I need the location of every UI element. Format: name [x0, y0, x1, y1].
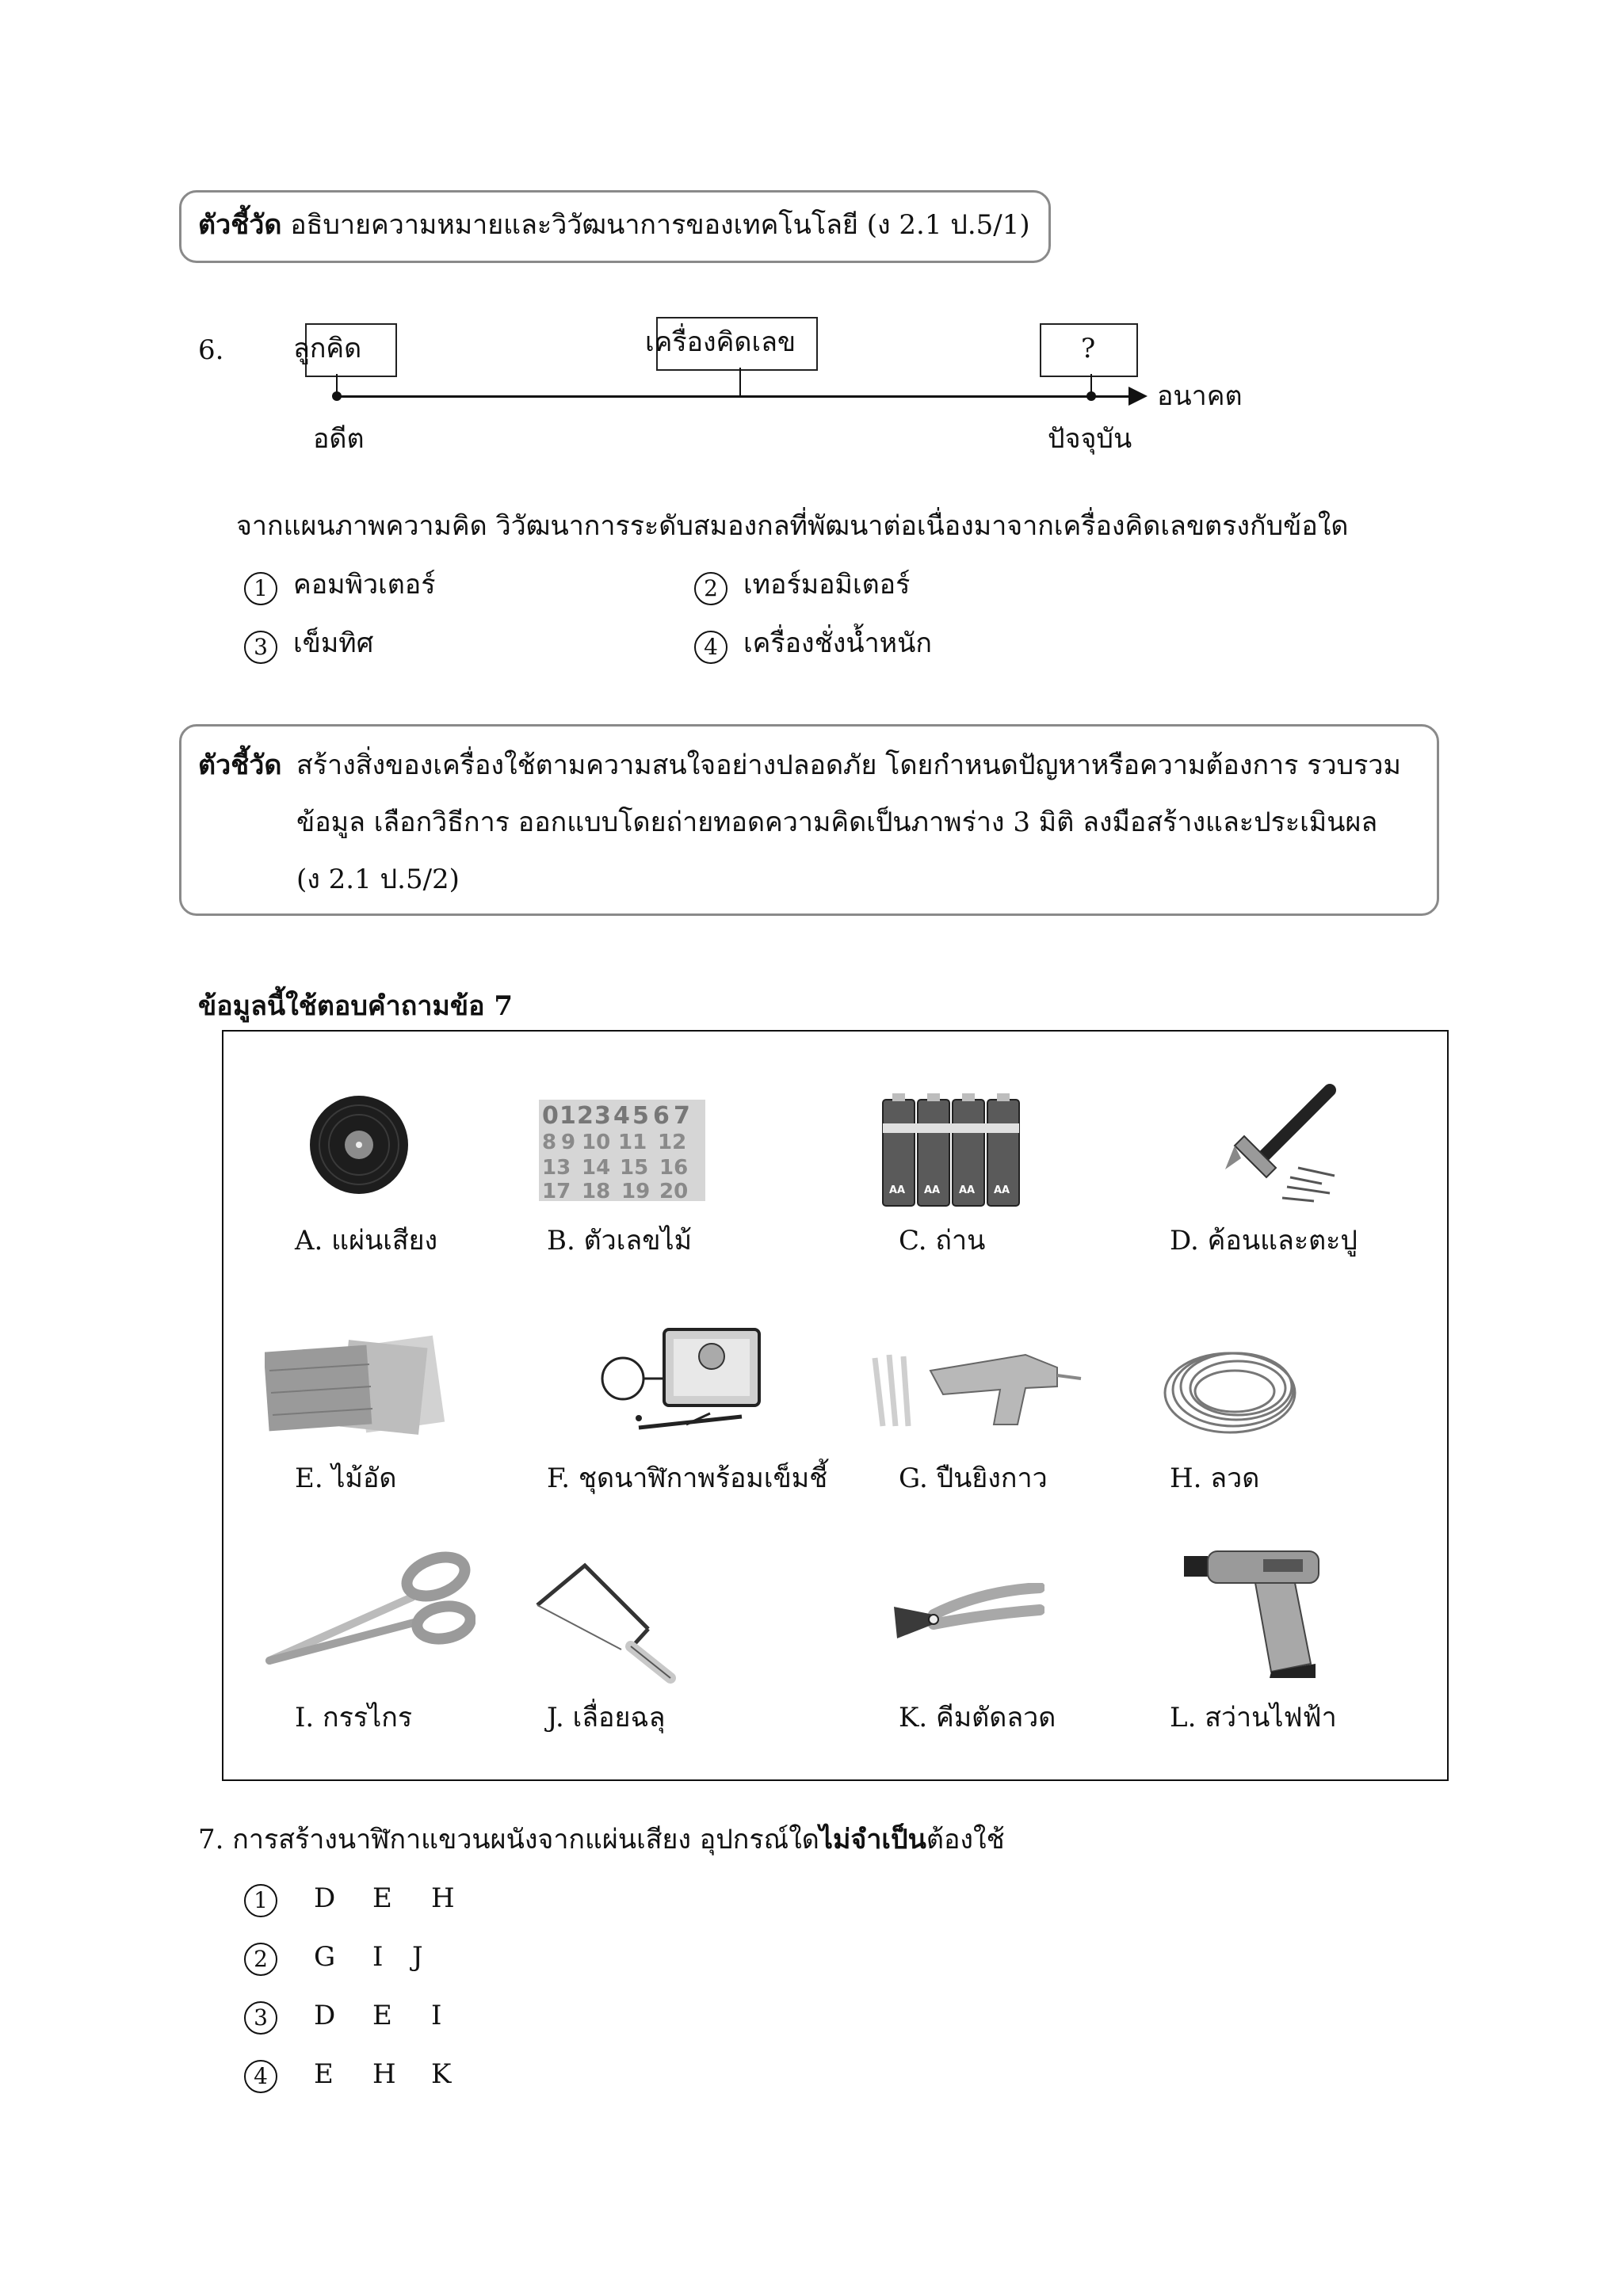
q7-choice-1-e[interactable]: E	[372, 1882, 392, 1914]
q7-choice-2-j[interactable]: J	[412, 1941, 423, 1973]
timeline-label-abacus: ลูกคิด	[293, 333, 362, 364]
q7-question-b: ต้องใช้	[926, 1824, 1005, 1855]
item-label-h: H. ลวด	[1170, 1463, 1260, 1494]
battery-label-4: AA	[994, 1184, 1010, 1196]
board-num-8: 8	[542, 1131, 557, 1154]
scissors-icon	[262, 1550, 475, 1669]
q6-choice-4-marker[interactable]: 4	[694, 631, 727, 664]
timeline-dot-past	[332, 391, 342, 401]
board-num-18: 18	[582, 1180, 611, 1201]
wire-coil-icon	[1159, 1341, 1309, 1440]
timeline-axis	[336, 395, 1128, 398]
battery-label-3: AA	[959, 1184, 976, 1196]
item-label-k: K. คีมตัดลวด	[899, 1702, 1056, 1733]
q7-choice-3-d[interactable]: D	[314, 2000, 336, 2031]
q7-number: 7.	[198, 1824, 224, 1855]
q7-choice-3-i[interactable]: I	[431, 2000, 442, 2031]
board-num-10: 10	[582, 1131, 611, 1154]
board-num-5: 5	[632, 1102, 649, 1130]
q7-choice-1-h[interactable]: H	[431, 1882, 455, 1914]
timeline-label-present: ปัจจุบัน	[1048, 423, 1132, 455]
indicator-2-line-1: สร้างสิ่งของเครื่องใช้ตามความสนใจอย่างปลอดภัย โดยกำหนดปัญหาหรือความต้องการ รวบรวม	[296, 749, 1401, 781]
clock-kit-icon	[591, 1317, 773, 1444]
timeline-dot-present	[1086, 391, 1096, 401]
item-label-f: F. ชุดนาฬิกาพร้อมเข็มชี้	[547, 1463, 828, 1494]
plywood-icon	[265, 1333, 447, 1436]
board-num-16: 16	[659, 1156, 689, 1180]
board-num-15: 15	[620, 1156, 649, 1180]
item-label-l: L. สว่านไฟฟ้า	[1170, 1702, 1337, 1733]
wire-cutter-icon	[886, 1583, 1044, 1670]
timeline-label-future: อนาคต	[1157, 380, 1243, 412]
indicator-1-label: ตัวชี้วัด	[198, 209, 282, 241]
item-label-c: C. ถ่าน	[899, 1225, 986, 1257]
board-num-0: 0	[542, 1102, 559, 1130]
q7-choice-4-h[interactable]: H	[372, 2058, 396, 2090]
board-num-12: 12	[658, 1131, 687, 1154]
q6-question: จากแผนภาพความคิด วิวัฒนาการระดับสมองกลที่พัฒนาต่อเนื่องมาจากเครื่องคิดเลขตรงกับข้อใด	[236, 510, 1349, 542]
q7-question	[198, 1822, 1005, 1857]
indicator-2-label: ตัวชี้วัด	[198, 749, 282, 781]
q6-choice-3-marker[interactable]: 3	[244, 631, 277, 664]
board-num-1: 1	[559, 1102, 576, 1130]
board-num-2: 2	[577, 1102, 594, 1130]
q7-choice-2-g[interactable]: G	[314, 1941, 336, 1973]
board-num-11: 11	[618, 1131, 647, 1154]
electric-drill-icon	[1176, 1545, 1342, 1680]
q7-choice-1-d[interactable]: D	[314, 1882, 336, 1914]
glue-gun-icon	[867, 1339, 1089, 1434]
q6-choice-1[interactable]: คอมพิวเตอร์	[293, 569, 436, 601]
board-num-7: 7	[674, 1102, 690, 1130]
indicator-2-line-2: ข้อมูล เลือกวิธีการ ออกแบบโดยถ่ายทอดความคิดเป็นภาพร่าง 3 มิติ ลงมือสร้างและประเมินผล	[296, 807, 1378, 838]
board-num-13: 13	[542, 1156, 571, 1180]
timeline-tick-calculator	[739, 368, 741, 396]
board-num-14: 14	[582, 1156, 611, 1180]
board-num-4: 4	[613, 1102, 630, 1130]
item-label-j: J. เลื่อยฉลุ	[547, 1702, 666, 1733]
q7-choice-2-marker[interactable]: 2	[244, 1943, 277, 1976]
board-num-9: 9	[561, 1131, 576, 1154]
board-num-19: 19	[621, 1180, 651, 1201]
q6-choice-1-marker[interactable]: 1	[244, 572, 277, 605]
item-label-g: G. ปืนยิงกาว	[899, 1463, 1048, 1494]
item-label-e: E. ไม้อัด	[295, 1463, 397, 1494]
q6-choice-2[interactable]: เทอร์มอมิเตอร์	[743, 569, 911, 601]
q6-choice-2-marker[interactable]: 2	[694, 572, 727, 605]
number-board-icon	[539, 1100, 705, 1201]
indicator-2-line-3: (ง 2.1 ป.5/2)	[296, 864, 460, 895]
coping-saw-icon	[529, 1558, 680, 1684]
q7-choice-4-marker[interactable]: 4	[244, 2060, 277, 2093]
battery-icon	[880, 1092, 1022, 1209]
q7-choice-4-e[interactable]: E	[314, 2058, 334, 2090]
item-label-b: B. ตัวเลขไม้	[547, 1225, 692, 1257]
timeline-label-unknown: ?	[1081, 333, 1096, 364]
q7-choice-3-marker[interactable]: 3	[244, 2001, 277, 2035]
q6-choice-4[interactable]: เครื่องชั่งน้ำหนัก	[743, 627, 932, 659]
timeline-label-calculator: เครื่องคิดเลข	[645, 326, 796, 358]
q6-choice-3[interactable]: เข็มทิศ	[293, 627, 374, 659]
q7-choice-4-k[interactable]: K	[431, 2058, 452, 2090]
q7-question-a: การสร้างนาฬิกาแขวนผนังจากแผ่นเสียง อุปกรณ์ใด	[232, 1824, 819, 1855]
battery-label-2: AA	[924, 1184, 941, 1196]
hammer-icon	[1211, 1082, 1346, 1209]
q6-number: 6.	[198, 334, 224, 366]
item-label-i: I. กรรไกร	[295, 1702, 413, 1733]
item-label-d: D. ค้อนและตะปู	[1170, 1225, 1358, 1257]
indicator-1-line	[198, 208, 1030, 242]
q7-choice-2-i[interactable]: I	[372, 1941, 384, 1973]
board-num-3: 3	[594, 1102, 611, 1130]
q7-choice-3-e[interactable]: E	[372, 2000, 392, 2031]
record-icon	[307, 1093, 411, 1196]
info-heading: ข้อมูลนี้ใช้ตอบคำถามข้อ 7	[198, 990, 513, 1022]
q7-question-bold: ไม่จำเป็น	[819, 1824, 926, 1855]
board-num-17: 17	[542, 1180, 571, 1201]
battery-label-1: AA	[889, 1184, 906, 1196]
board-num-6: 6	[653, 1102, 670, 1130]
board-num-20: 20	[659, 1180, 689, 1201]
timeline-arrow-icon	[1128, 387, 1148, 406]
q7-choice-1-marker[interactable]: 1	[244, 1884, 277, 1917]
indicator-1-text: อธิบายความหมายและวิวัฒนาการของเทคโนโลยี (ง 2.1 ป.5/1)	[290, 209, 1030, 241]
item-label-a: A. แผ่นเสียง	[295, 1225, 438, 1257]
timeline-label-past: อดีต	[313, 423, 365, 455]
